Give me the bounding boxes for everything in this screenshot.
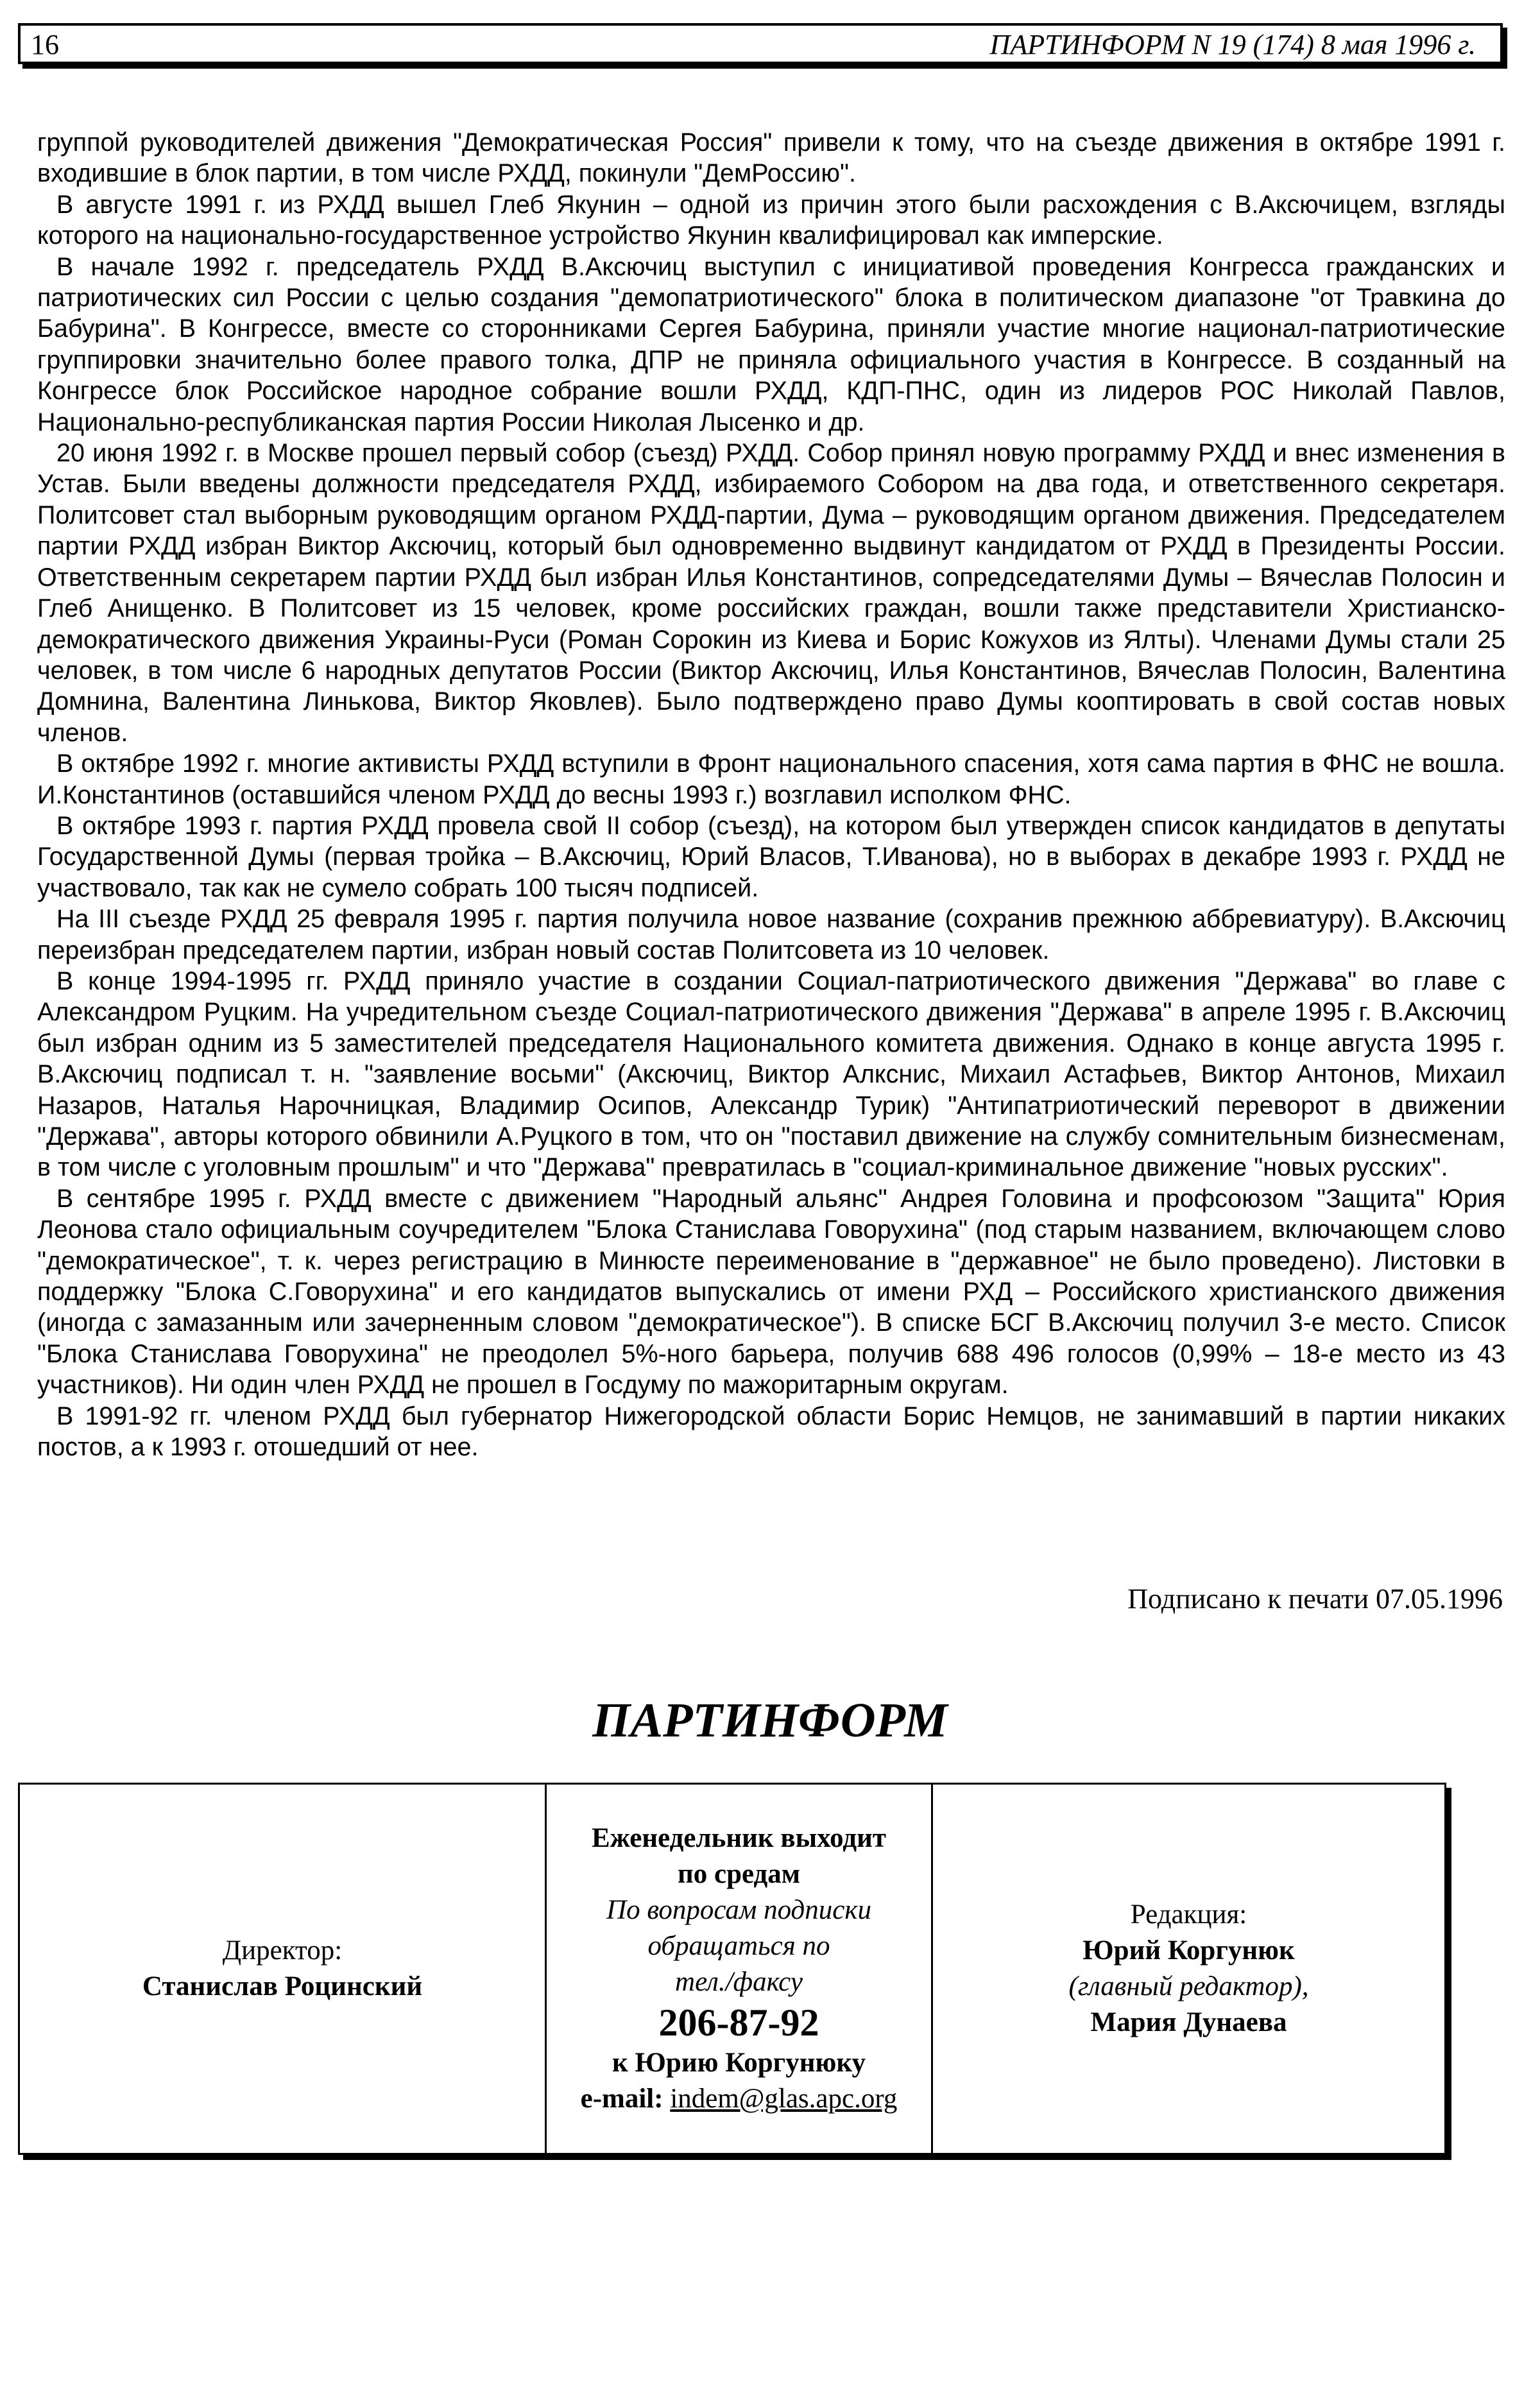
paragraph: В сентябре 1995 г. РХДД вместе с движением "Народный альянс" Андрея Головина и профсоюзом "Защита" Юрия Леонова стало официальным соучредителем "Блока Станислава Говорухина" (под старым названием, включающем слово "демократическое", т. к. через регистрацию в Минюсте переименование в "державное" не было проведено). Листовки в поддержку "Блока С.Говорухина" и его кандидатов выпускались от имени РХД – Российского христианского движения (иногда с замазанным или зачерненным словом "демократическое"). В списке БСГ В.Аксючиц получил 3-е место. Список "Блока Станислава Говорухина" не преодолел 5%-ного барьера, получив 688 496 голосов (0,99% – 18-е место из 43 участников). Ни один член РХДД не прошел в Госдуму по мажоритарным округам.	[37, 1184, 1505, 1400]
chief-editor-name: Юрий Коргунюк	[1082, 1935, 1295, 1966]
page-header	[18, 23, 1503, 64]
director-cell	[20, 1785, 547, 2153]
paragraph: В конце 1994-1995 гг. РХДД приняло участие в создании Социал-патриотического движения "Держава" во главе с Александром Руцким. На учредительном съезде Социал-патриотического движения "Держава" в апреле 1995 г. В.Аксючиц был избран одним из 5 заместителей председателя Национального комитета движения. Однако в конце августа 1995 г. В.Аксючиц подписал т. н. "заявление восьми" (Аксючиц, Виктор Алкснис, Михаил Астафьев, Виктор Антонов, Михаил Назаров, Наталья Нарочницкая, Владимир Осипов, Александр Турик) "Антипатриотический переворот в движении "Держава", авторы которого обвинили А.Руцкого в том, что он "поставил движение на службу сомнительным бизнесменам, в том числе с уголовным прошлым" и что "Держава" превратилась в "социал-криминальное движение "новых русских".	[37, 966, 1505, 1182]
signed-to-print: Подписано к печати 07.05.1996	[1127, 1583, 1503, 1615]
subscription-line: обращаться по	[647, 1931, 830, 1961]
weekly-line: Еженедельник выходит	[591, 1823, 887, 1853]
issue-title: ПАРТИНФОРМ N 19 (174) 8 мая 1996 г.	[989, 29, 1476, 60]
editorial-cell	[933, 1785, 1444, 2153]
phone-number: 206-87-92	[658, 2001, 819, 2044]
subscription-cell	[547, 1785, 933, 2153]
imprint-table	[18, 1783, 1446, 2155]
paragraph: группой руководителей движения "Демократическая Россия" привели к тому, что на съезде движения в октябре 1991 г. входившие в блок партии, в том числе РХДД, покинули "ДемРоссию".	[37, 128, 1505, 188]
paragraph: На III съезде РХДД 25 февраля 1995 г. партия получила новое название (сохранив прежнюю аббревиатуру). В.Аксючиц переизбран председателем партии, избран новый состав Политсовета из 10 человек.	[37, 905, 1505, 964]
email-row	[581, 2081, 898, 2117]
paragraph: 20 июня 1992 г. в Москве прошел первый собор (съезд) РХДД. Собор принял новую программу РХДД и внес изменения в Устав. Были введены должности председателя РХДД, избираемого Собором на два года, и ответственного секретаря. Политсовет стал выборным руководящим органом РХДД-партии, Дума – руководящим органом движения. Председателем партии РХДД избран Виктор Аксючиц, который был одновременно выдвинут кандидатом от РХДД в Президенты России. Ответственным секретарем партии РХДД был избран Илья Константинов, сопредседателями Думы – Вячеслав Полосин и Глеб Анищенко. В Политсовет из 15 человек, кроме российских граждан, вошли также представители Христианско-демократического движения Украины-Руси (Роман Сорокин из Киева и Борис Кожухов из Ялты). Членами Думы стали 25 человек, в том числе 6 народных депутатов России (Виктор Аксючиц, Илья Константинов, Вячеслав Полосин, Валентина Домнина, Валентина Линькова, Виктор Яковлев). Было подтверждено право Думы кооптировать в свой состав новых членов.	[37, 439, 1505, 747]
masthead-title: ПАРТИНФОРМ	[592, 1693, 948, 1747]
editorial-label: Редакция:	[1130, 1899, 1247, 1930]
director-label: Директор:	[222, 1935, 343, 1966]
paragraph: В 1991-92 гг. членом РХДД был губернатор Нижегородской области Борис Немцов, не занимавший в партии никаких постов, а к 1993 г. отошедший от нее.	[37, 1401, 1505, 1462]
email-label: e-mail:	[580, 2084, 663, 2114]
chief-editor-role: (главный редактор),	[1068, 1971, 1309, 2001]
paragraph: В октябре 1993 г. партия РХДД провела свой II собор (съезд), на котором был утвержден список кандидатов в депутаты Государственной Думы (первая тройка – В.Аксючиц, Юрий Власов, Т.Иванова), но в выборах в декабре 1993 г. РХДД не участвовало, так как не сумело собрать 100 тысяч подписей.	[37, 811, 1505, 902]
contact-person: к Юрию Коргунюку	[612, 2048, 866, 2078]
director-name: Станислав Роцинский	[142, 1971, 423, 2001]
subscription-line: По вопросам подписки	[606, 1895, 871, 1925]
page-number: 16	[31, 29, 59, 60]
paragraph: В начале 1992 г. председатель РХДД В.Аксючиц выступил с инициативой проведения Конгресса гражданских и патриотических сил России с целью создания "демопатриотического" блока в политическом диапазоне "от Травкина до Бабурина". В Конгрессе, вместе со сторонниками Сергея Бабурина, приняли участие многие национал-патриотические группировки значительно более правого толка, ДПР не приняла официального участия в Конгрессе. В созданный на Конгрессе блок Российское народное собрание вошли РХДД, КДП-ПНС, один из лидеров РОС Николай Павлов, Национально-республиканская партия России Николая Лысенко и др.	[37, 252, 1505, 436]
weekly-day: по средам	[677, 1859, 801, 1889]
email-link[interactable]: indem@glas.apc.org	[670, 2084, 898, 2114]
paragraph: В августе 1991 г. из РХДД вышел Глеб Якунин – одной из причин этого были расхождения с В.Аксючицем, взгляды которого на национально-государственное устройство Якунин квалифицировал как имперские.	[37, 190, 1505, 250]
article-body	[37, 127, 1505, 1462]
paragraph: В октябре 1992 г. многие активисты РХДД вступили в Фронт национального спасения, хотя сама партия в ФНС не вошла. И.Константинов (оставшийся членом РХДД до весны 1993 г.) возглавил исполком ФНС.	[37, 750, 1505, 809]
subscription-line: тел./факсу	[675, 1967, 803, 1997]
editor-name: Мария Дунаева	[1090, 2007, 1287, 2037]
